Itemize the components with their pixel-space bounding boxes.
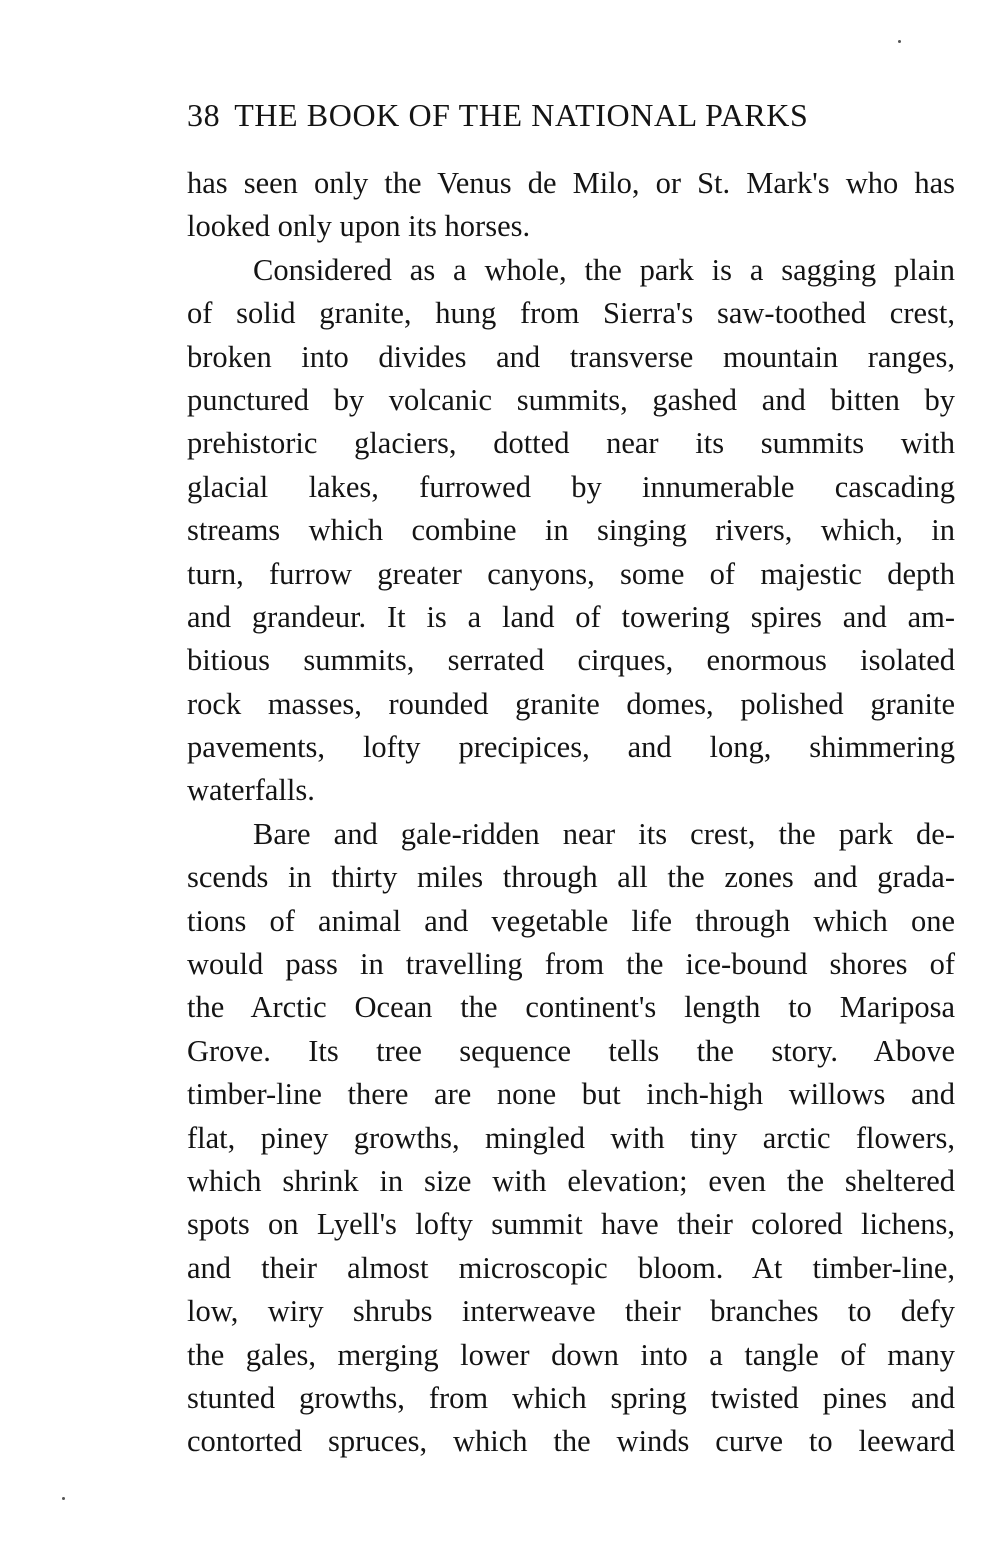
text-line: broken into divides and transverse mountain ranges, <box>187 339 955 374</box>
text-line: scends in thirty miles through all the zones and grada- <box>187 860 955 895</box>
scan-speck <box>898 40 901 43</box>
running-title: THE BOOK OF THE NATIONAL PARKS <box>234 97 809 133</box>
text-line: low, wiry shrubs interweave their branches to defy <box>187 1294 955 1329</box>
text-line: tions of animal and vegetable life through which one <box>187 903 955 938</box>
body-text <box>187 162 955 1464</box>
text-line: and grandeur. It is a land of towering spires and am- <box>187 599 955 634</box>
running-head <box>187 93 905 137</box>
text-line: has seen only the Venus de Milo, or St. Mark's who has <box>187 166 955 200</box>
text-line: rock masses, rounded granite domes, polished granite <box>187 686 955 721</box>
text-line: prehistoric glaciers, dotted near its summits with <box>187 426 955 461</box>
text-line: waterfalls. <box>187 773 315 808</box>
text-line: pavements, lofty precipices, and long, shimmering <box>187 730 955 765</box>
text-line: glacial lakes, furrowed by innumerable cascading <box>187 469 955 504</box>
text-line: Bare and gale-ridden near its crest, the park de- <box>253 816 955 851</box>
text-line: contorted spruces, which the winds curve to leeward <box>187 1424 955 1459</box>
text-line: stunted growths, from which spring twisted pines and <box>187 1380 955 1415</box>
text-line: and their almost microscopic bloom. At timber-line, <box>187 1250 955 1285</box>
text-line: looked only upon its horses. <box>187 209 531 244</box>
scan-speck <box>62 1497 65 1500</box>
text-line: turn, furrow greater canyons, some of majestic depth <box>187 556 955 591</box>
text-line: flat, piney growths, mingled with tiny arctic flowers, <box>187 1120 955 1155</box>
text-line: of solid granite, hung from Sierra's saw-toothed crest, <box>187 296 955 331</box>
text-line: bitious summits, serrated cirques, enormous isolated <box>187 643 955 678</box>
text-line: the gales, merging lower down into a tangle of many <box>187 1337 955 1372</box>
text-line: spots on Lyell's lofty summit have their colored lichens, <box>187 1207 955 1242</box>
text-line: the Arctic Ocean the continent's length to Mariposa <box>187 990 955 1025</box>
text-line: Grove. Its tree sequence tells the story. Above <box>187 1033 955 1068</box>
text-line: Considered as a whole, the park is a sagging plain <box>253 252 955 287</box>
text-line: would pass in travelling from the ice-bound shores of <box>187 947 955 982</box>
text-line: timber-line there are none but inch-high willows and <box>187 1077 955 1112</box>
text-line: which shrink in size with elevation; even the sheltered <box>187 1163 955 1198</box>
page-number: 38 <box>187 97 221 133</box>
text-line: streams which combine in singing rivers, which, in <box>187 513 955 548</box>
text-line: punctured by volcanic summits, gashed and bitten by <box>187 382 955 417</box>
